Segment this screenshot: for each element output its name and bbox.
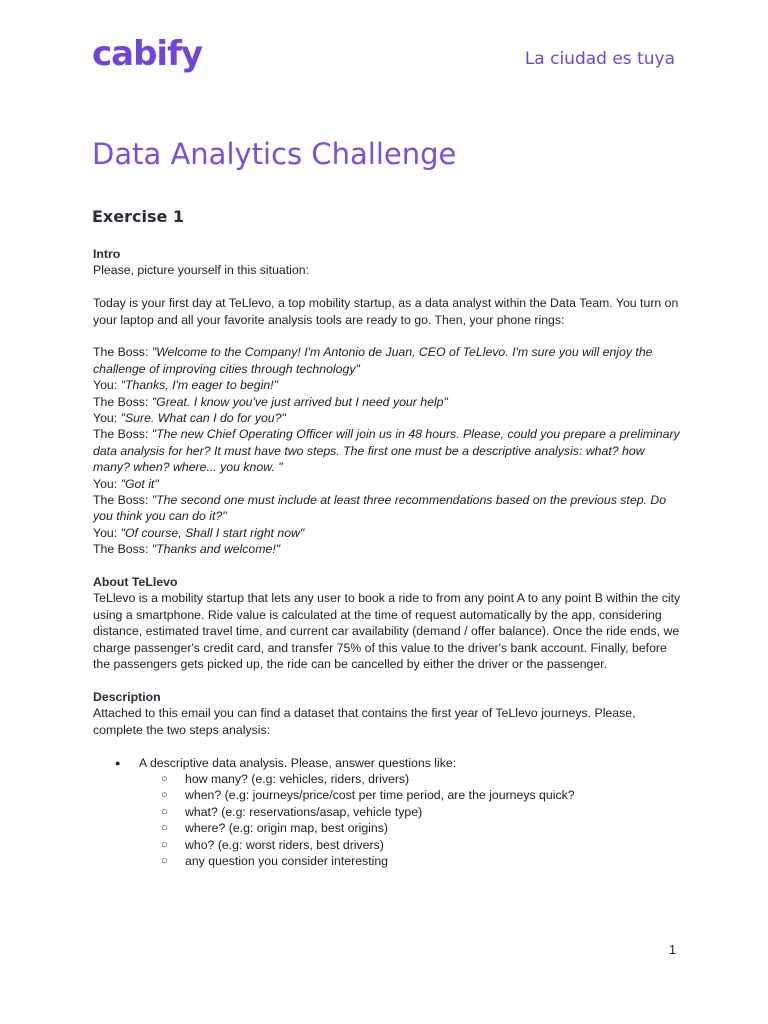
page-number: 1	[669, 943, 676, 957]
sub-list-item: ○ when? (e.g: journeys/price/cost per time period, are the journeys quick?	[139, 787, 683, 803]
tagline: La ciudad es tuya	[524, 49, 675, 69]
dialogue-line: You: "Of course, Shall I start right now"	[93, 525, 305, 540]
sub-list-item: ○ where? (e.g: origin map, best origins)	[139, 820, 683, 836]
dialogue-line: The Boss: "Thanks and welcome!"	[93, 542, 281, 557]
description-heading: Description	[93, 689, 161, 704]
intro-paragraph: Today is your first day at TeLlevo, a top mobility startup, as a data analyst within the Data Team. You turn on your laptop and all your favorite analysis tools are ready to go. Then, your phone rings:	[93, 296, 679, 327]
sub-list-item: ○ any question you consider interesting	[139, 853, 683, 869]
cabify-logo: cabify	[92, 34, 203, 74]
dialogue-line: The Boss: "The second one must include at least three recommendations based on the previous step. Do you think you can do it?"	[93, 493, 667, 524]
dialogue-line: You: "Thanks, I'm eager to begin!"	[93, 378, 278, 393]
sub-list-item: ○ how many? (e.g: vehicles, riders, drivers)	[139, 771, 683, 787]
document-body	[93, 246, 683, 869]
dialogue-line: The Boss: "Welcome to the Company! I'm Antonio de Juan, CEO of TeLlevo. I'm sure you will enjoy the challenge of improving cities through technology"	[93, 345, 653, 376]
list-item-text: A descriptive data analysis. Please, answer questions like:	[139, 755, 457, 770]
sub-list-item: ○ what? (e.g: reservations/asap, vehicle type)	[139, 804, 683, 820]
exercise-heading: Exercise 1	[92, 207, 185, 226]
dialogue-line: The Boss: "The new Chief Operating Officer will join us in 48 hours. Please, could you prepare a preliminary data analysis for her? It must have two steps. The first one must be a descriptive analysis: what? how many? when? where... you know. "	[93, 427, 680, 475]
about-paragraph: TeLlevo is a mobility startup that lets any user to book a ride to from any point A to any point B within the city using a smartphone. Ride value is calculated at the time of request automatically by the app, considering distance, estimated travel time, and current car availability (demand / offer balance). Once the ride ends, we charge passenger's credit card, and transfer 75% of this value to the driver's bank account. Finally, before the passengers gets picked up, the ride can be cancelled by either the driver or the passenger.	[93, 591, 681, 672]
sub-list	[139, 771, 683, 869]
dialogue-line: The Boss: "Great. I know you've just arrived but I need your help"	[93, 394, 448, 409]
about-heading: About TeLlevo	[93, 575, 178, 590]
dialogue-line: You: "Got it"	[93, 476, 159, 491]
sub-list-item: ○ who? (e.g: worst riders, best drivers)	[139, 837, 683, 853]
description-paragraph: Attached to this email you can find a dataset that contains the first year of TeLlevo journeys. Please, complete the two steps analysis:	[93, 706, 636, 737]
analysis-list	[93, 755, 683, 870]
list-item	[93, 755, 683, 870]
intro-heading: Intro	[93, 247, 121, 261]
intro-line: Please, picture yourself in this situation:	[93, 263, 309, 278]
dialogue-line: You: "Sure. What can I do for you?"	[93, 411, 286, 426]
page-title: Data Analytics Challenge	[92, 137, 457, 171]
